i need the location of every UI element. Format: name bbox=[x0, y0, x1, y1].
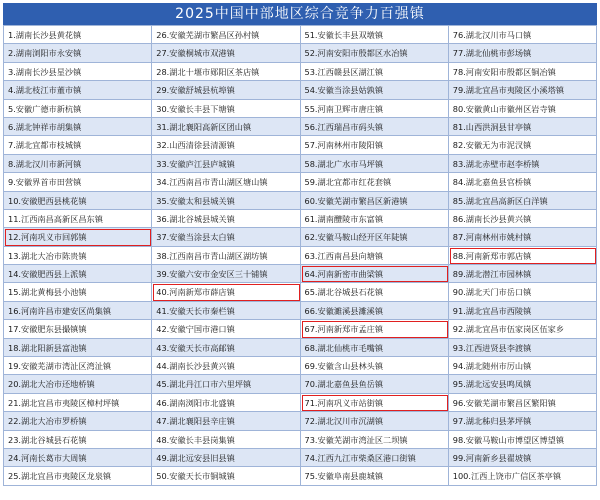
rank-cell-49: 49.湖北远安县旧县镇 bbox=[152, 449, 300, 467]
rank-cell-86: 86.湖南长沙县黄兴镇 bbox=[449, 210, 597, 228]
rank-cell-24: 24.河南长葛市大周镇 bbox=[4, 449, 152, 467]
rank-cell-31: 31.湖北襄阳高新区团山镇 bbox=[152, 118, 300, 136]
rank-cell-99: 99.河南新乡县翟坡镇 bbox=[449, 449, 597, 467]
rank-cell-73: 73.安徽芜湖市湾沚区二坝镇 bbox=[301, 431, 449, 449]
rank-cell-39: 39.安徽六安市金安区三十铺镇 bbox=[152, 265, 300, 283]
rank-cell-59: 59.湖北宜都市红花套镇 bbox=[301, 173, 449, 191]
rank-cell-3: 3.湖南长沙县星沙镇 bbox=[4, 63, 152, 81]
rank-cell-40: 40.河南新郑市薛店镇 bbox=[152, 283, 300, 301]
rank-cell-63: 63.江西南昌县向塘镇 bbox=[301, 247, 449, 265]
rank-cell-13: 13.湖北大冶市陈贵镇 bbox=[4, 247, 152, 265]
rank-cell-34: 34.江西南昌市青山湖区塘山镇 bbox=[152, 173, 300, 191]
rank-cell-69: 69.安徽含山县林头镇 bbox=[301, 357, 449, 375]
rank-cell-8: 8.湖北汉川市新河镇 bbox=[4, 155, 152, 173]
rank-cell-90: 90.湖北天门市岳口镇 bbox=[449, 283, 597, 301]
rank-cell-27: 27.安徽桐城市双港镇 bbox=[152, 44, 300, 62]
rank-cell-7: 7.湖北宜都市枝城镇 bbox=[4, 136, 152, 154]
rank-cell-85: 85.湖北宜昌高新区白洋镇 bbox=[449, 192, 597, 210]
rank-cell-33: 33.安徽庐江县庐城镇 bbox=[152, 155, 300, 173]
rank-cell-2: 2.湖南浏阳市永安镇 bbox=[4, 44, 152, 62]
rank-cell-93: 93.江西进贤县李渡镇 bbox=[449, 339, 597, 357]
rank-cell-54: 54.安徽当涂县姑孰镇 bbox=[301, 81, 449, 99]
rank-cell-4: 4.湖北枝江市董市镇 bbox=[4, 81, 152, 99]
ranking-table-container bbox=[3, 3, 597, 494]
rank-cell-87: 87.河南林州市姚村镇 bbox=[449, 228, 597, 246]
rank-cell-21: 21.湖北宜昌市夷陵区樟村坪镇 bbox=[4, 394, 152, 412]
rank-cell-72: 72.湖北汉川市沉湖镇 bbox=[301, 412, 449, 430]
rank-cell-12: 12.河南巩义市回郭镇 bbox=[4, 228, 152, 246]
rank-cell-61: 61.湖南醴陵市东富镇 bbox=[301, 210, 449, 228]
rank-cell-77: 77.湖北仙桃市彭场镇 bbox=[449, 44, 597, 62]
rank-cell-50: 50.安徽天长市铜城镇 bbox=[152, 467, 300, 485]
rank-cell-82: 82.安徽无为市泥汊镇 bbox=[449, 136, 597, 154]
rank-cell-36: 36.湖北谷城县城关镇 bbox=[152, 210, 300, 228]
rank-cell-84: 84.湖北嘉鱼县官桥镇 bbox=[449, 173, 597, 191]
rank-cell-57: 57.河南林州市陵阳镇 bbox=[301, 136, 449, 154]
rank-cell-94: 94.湖北随州市厉山镇 bbox=[449, 357, 597, 375]
rank-cell-23: 23.湖北谷城县石花镇 bbox=[4, 431, 152, 449]
rank-cell-17: 17.安徽肥东县撮镇镇 bbox=[4, 320, 152, 338]
page-title: 2025中国中部地区综合竞争力百强镇 bbox=[3, 3, 597, 25]
rank-cell-58: 58.湖北广水市马坪镇 bbox=[301, 155, 449, 173]
rank-cell-91: 91.湖北宜昌市西陵镇 bbox=[449, 302, 597, 320]
rank-cell-51: 51.安徽长丰县双墩镇 bbox=[301, 26, 449, 44]
ranking-grid bbox=[3, 25, 597, 486]
rank-cell-97: 97.湖北秭归县茅坪镇 bbox=[449, 412, 597, 430]
rank-cell-11: 11.江西南昌高新区昌东镇 bbox=[4, 210, 152, 228]
rank-cell-1: 1.湖南长沙县黄花镇 bbox=[4, 26, 152, 44]
rank-cell-5: 5.安徽广德市新杭镇 bbox=[4, 100, 152, 118]
rank-cell-60: 60.安徽芜湖市繁昌区新港镇 bbox=[301, 192, 449, 210]
rank-cell-65: 65.湖北谷城县石花镇 bbox=[301, 283, 449, 301]
rank-cell-89: 89.湖北潜江市园林镇 bbox=[449, 265, 597, 283]
rank-cell-92: 92.湖北宜昌市伍家岗区伍家乡 bbox=[449, 320, 597, 338]
rank-cell-81: 81.山西洪洞县甘亭镇 bbox=[449, 118, 597, 136]
rank-cell-15: 15.湖北黄梅县小池镇 bbox=[4, 283, 152, 301]
rank-cell-46: 46.湖南浏阳市北盛镇 bbox=[152, 394, 300, 412]
rank-cell-52: 52.河南安阳市殷都区水冶镇 bbox=[301, 44, 449, 62]
rank-cell-80: 80.安徽黄山市徽州区岩寺镇 bbox=[449, 100, 597, 118]
rank-cell-47: 47.湖北襄阳县辛庄镇 bbox=[152, 412, 300, 430]
rank-cell-25: 25.湖北宜昌市夷陵区龙泉镇 bbox=[4, 467, 152, 485]
rank-cell-98: 98.安徽马鞍山市博望区博望镇 bbox=[449, 431, 597, 449]
rank-cell-96: 96.安徽芜湖市繁昌区繁阳镇 bbox=[449, 394, 597, 412]
rank-cell-38: 38.江西南昌市青山湖区湖坊镇 bbox=[152, 247, 300, 265]
rank-cell-53: 53.江西赣县区湖江镇 bbox=[301, 63, 449, 81]
rank-cell-78: 78.河南安阳市殷都区铜冶镇 bbox=[449, 63, 597, 81]
rank-cell-20: 20.湖北大冶市还地桥镇 bbox=[4, 375, 152, 393]
rank-cell-10: 10.安徽肥西县桃花镇 bbox=[4, 192, 152, 210]
rank-cell-71: 71.河南巩义市站街镇 bbox=[301, 394, 449, 412]
rank-cell-79: 79.湖北宜昌市夷陵区小溪塔镇 bbox=[449, 81, 597, 99]
rank-cell-95: 95.湖北远安县鸣凤镇 bbox=[449, 375, 597, 393]
rank-cell-14: 14.安徽肥西县上派镇 bbox=[4, 265, 152, 283]
rank-cell-45: 45.湖北丹江口市六里坪镇 bbox=[152, 375, 300, 393]
rank-cell-48: 48.安徽长丰县岗集镇 bbox=[152, 431, 300, 449]
rank-cell-66: 66.安徽濉溪县濉溪镇 bbox=[301, 302, 449, 320]
rank-cell-28: 28.湖北十堰市郧阳区茶店镇 bbox=[152, 63, 300, 81]
rank-cell-42: 42.安徽宁国市港口镇 bbox=[152, 320, 300, 338]
rank-cell-55: 55.河南卫辉市唐庄镇 bbox=[301, 100, 449, 118]
rank-cell-88: 88.河南新郑市郭店镇 bbox=[449, 247, 597, 265]
rank-cell-22: 22.湖北大冶市罗桥镇 bbox=[4, 412, 152, 430]
rank-cell-62: 62.安徽马鞍山经开区年陡镇 bbox=[301, 228, 449, 246]
rank-cell-74: 74.江西九江市柴桑区港口街镇 bbox=[301, 449, 449, 467]
rank-cell-18: 18.湖北阳新县富池镇 bbox=[4, 339, 152, 357]
rank-cell-56: 56.江西瑞昌市码头镇 bbox=[301, 118, 449, 136]
rank-cell-26: 26.安徽芜湖市繁昌区孙村镇 bbox=[152, 26, 300, 44]
rank-cell-75: 75.安徽阜南县鹿城镇 bbox=[301, 467, 449, 485]
rank-cell-83: 83.湖北赤壁市赵李桥镇 bbox=[449, 155, 597, 173]
rank-cell-41: 41.安徽天长市秦栏镇 bbox=[152, 302, 300, 320]
rank-cell-68: 68.湖北仙桃市毛嘴镇 bbox=[301, 339, 449, 357]
rank-cell-16: 16.河南许昌市建安区尚集镇 bbox=[4, 302, 152, 320]
rank-cell-32: 32.山西清徐县清源镇 bbox=[152, 136, 300, 154]
rank-cell-64: 64.河南新密市曲梁镇 bbox=[301, 265, 449, 283]
rank-cell-30: 30.安徽长丰县下塘镇 bbox=[152, 100, 300, 118]
rank-cell-6: 6.湖北钟祥市胡集镇 bbox=[4, 118, 152, 136]
rank-cell-44: 44.湖南长沙县黄兴镇 bbox=[152, 357, 300, 375]
rank-cell-37: 37.安徽当涂县太白镇 bbox=[152, 228, 300, 246]
rank-cell-100: 100.江西上饶市广信区茶亭镇 bbox=[449, 467, 597, 485]
rank-cell-19: 19.安徽芜湖市湾沚区湾沚镇 bbox=[4, 357, 152, 375]
rank-cell-43: 43.安徽天长市高邮镇 bbox=[152, 339, 300, 357]
rank-cell-67: 67.河南新郑市孟庄镇 bbox=[301, 320, 449, 338]
rank-cell-35: 35.安徽太和县城关镇 bbox=[152, 192, 300, 210]
rank-cell-29: 29.安徽舒城县杭埠镇 bbox=[152, 81, 300, 99]
rank-cell-70: 70.湖北嘉鱼县鱼岳镇 bbox=[301, 375, 449, 393]
rank-cell-76: 76.湖北汉川市马口镇 bbox=[449, 26, 597, 44]
rank-cell-9: 9.安徽界首市田营镇 bbox=[4, 173, 152, 191]
